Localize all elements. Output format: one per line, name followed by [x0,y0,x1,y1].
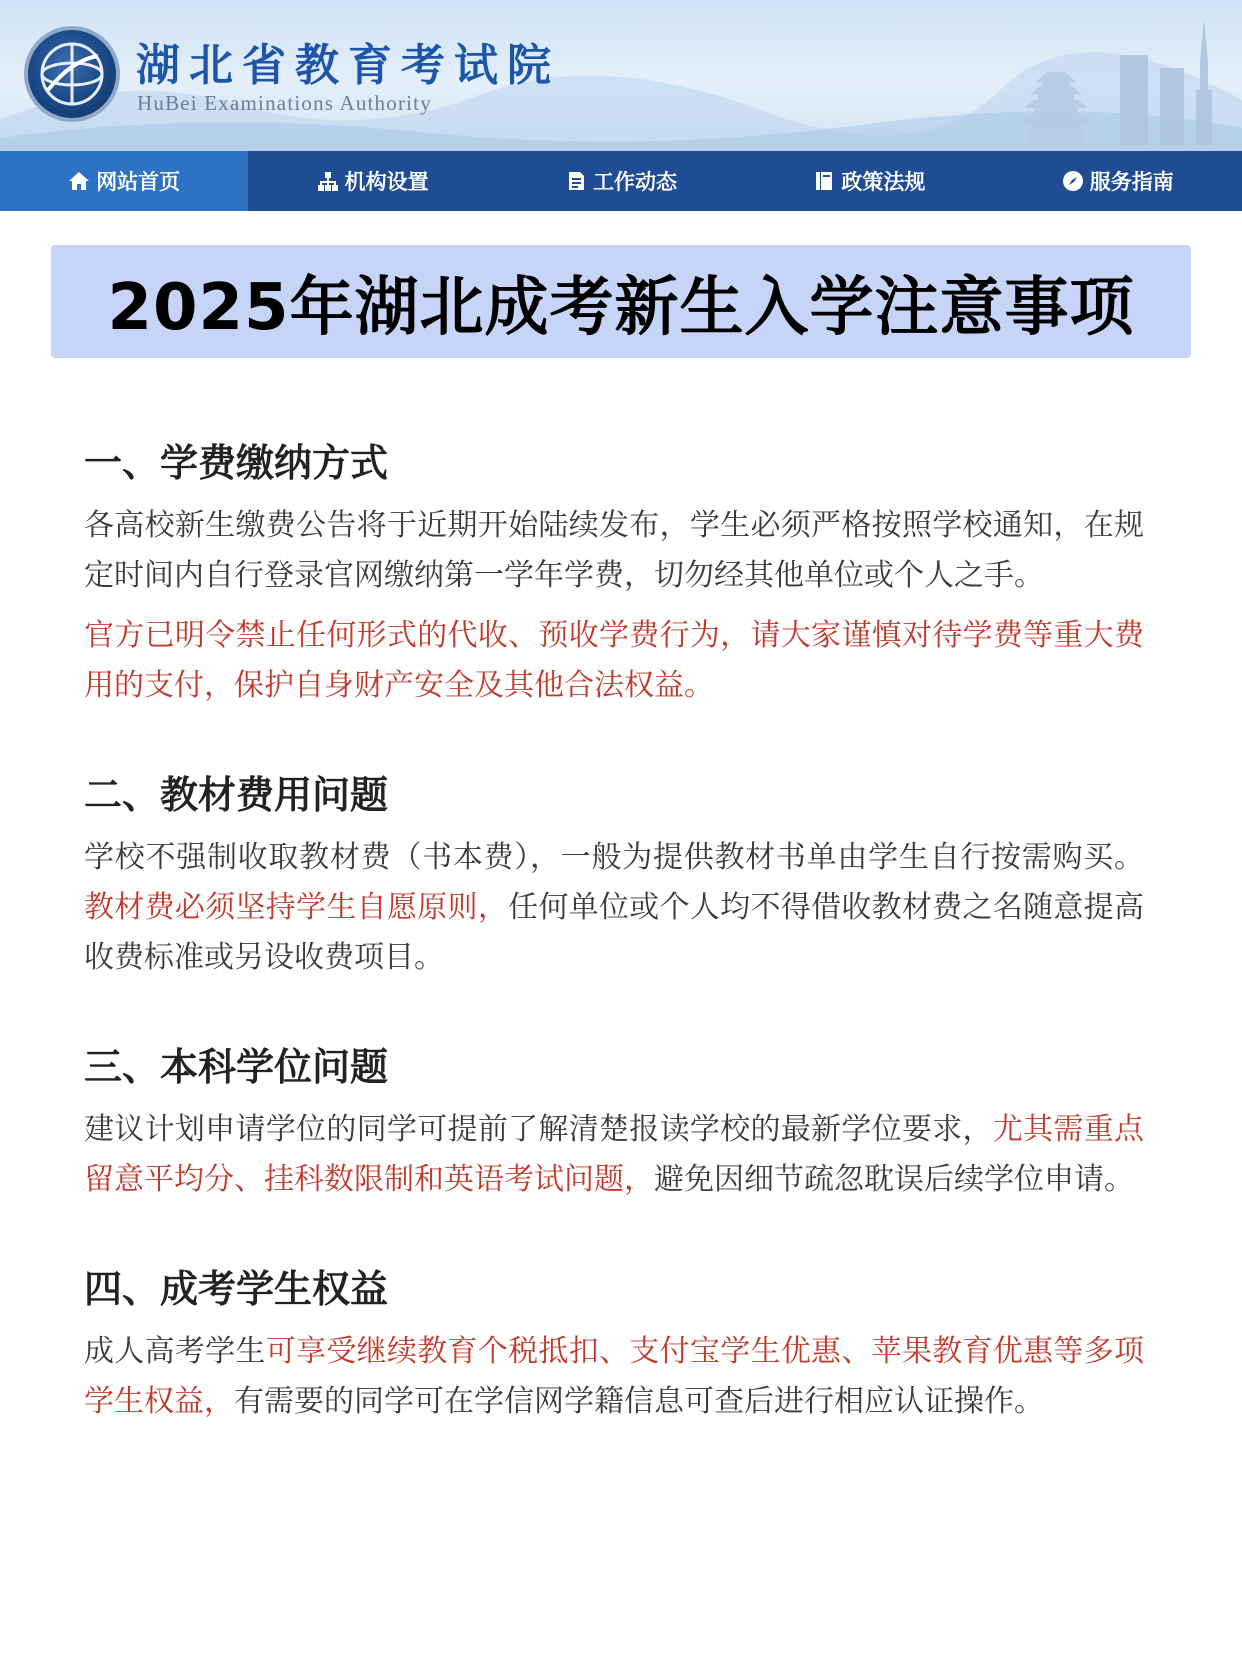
site-title-cn: 湖北省教育考试院 [136,40,560,91]
text-normal: 学校不强制收取教材费（书本费），一般为提供教材书单由学生自行按需购买。 [84,840,1144,875]
text-normal: 任何单位或个人均不得借收教材费之名随意提高收费标准或另设收费项目。 [84,890,1145,975]
text-normal: 有需要的同学可在学信网学籍信息可查后进行相应认证操作。 [234,1384,1044,1419]
nav-item-label: 网站首页 [96,170,181,194]
text-normal: 建议计划申请学位的同学可提前了解清楚报读学校的最新学位要求， [84,1112,993,1147]
section-heading: 三、本科学位问题 [84,1045,389,1089]
page-title: 2025年湖北成考新生入学注意事项 [107,270,1135,345]
text-highlight: 尤其需重点留意平均分、挂科数限制和英语考试问题， [84,1112,1145,1197]
section-paragraph [84,1105,1144,1205]
site-header [0,0,1242,151]
book-icon [813,170,835,192]
title-banner [51,245,1191,358]
nav-item-service-guide[interactable] [994,151,1242,211]
section-paragraph [84,833,1144,983]
document-icon [565,170,587,192]
section-student-rights [84,1261,1144,1427]
site-title-en: HuBei Examinations Authority [137,91,432,115]
text-highlight: 可享受继续教育个税抵扣、支付宝学生优惠、苹果教育优惠等多项学生权益， [84,1334,1145,1419]
section-degree [84,1039,1144,1205]
org-chart-icon [317,170,339,192]
nav-item-home[interactable] [0,151,248,211]
logo-emblem[interactable] [24,26,120,122]
nav-item-organization[interactable] [248,151,496,211]
nav-item-label: 机构设置 [344,170,429,194]
compass-icon [1062,170,1084,192]
home-icon [68,170,90,192]
section-paragraph [84,1327,1144,1427]
nav-item-policy[interactable] [745,151,993,211]
section-textbooks [84,767,1144,983]
main-nav [0,151,1242,211]
globe-emblem-icon [28,30,116,118]
nav-item-label: 工作动态 [592,170,677,194]
section-heading: 四、成考学生权益 [84,1267,389,1311]
section-heading: 二、教材费用问题 [84,773,389,817]
section-heading: 一、学费缴纳方式 [84,441,389,485]
nav-item-news[interactable] [497,151,745,211]
nav-item-label: 政策法规 [841,170,926,194]
nav-item-label: 服务指南 [1089,170,1174,194]
text-normal: 成人高考学生 [84,1334,266,1369]
section-paragraph: 各高校新生缴费公告将于近期开始陆续发布，学生必须严格按照学校通知，在规定时间内自行登录官网缴纳第一学年学费，切勿经其他单位或个人之手。 [84,508,1144,593]
section-warning-paragraph: 官方已明令禁止任何形式的代收、预收学费行为，请大家谨慎对待学费等重大费用的支付，保护自身财产安全及其他合法权益。 [84,618,1144,703]
article-content [84,435,1144,1483]
text-normal: 避免因细节疏忽耽误后续学位申请。 [654,1162,1134,1197]
text-highlight: 教材费必须坚持学生自愿原则， [84,890,509,925]
section-tuition [84,435,1144,711]
